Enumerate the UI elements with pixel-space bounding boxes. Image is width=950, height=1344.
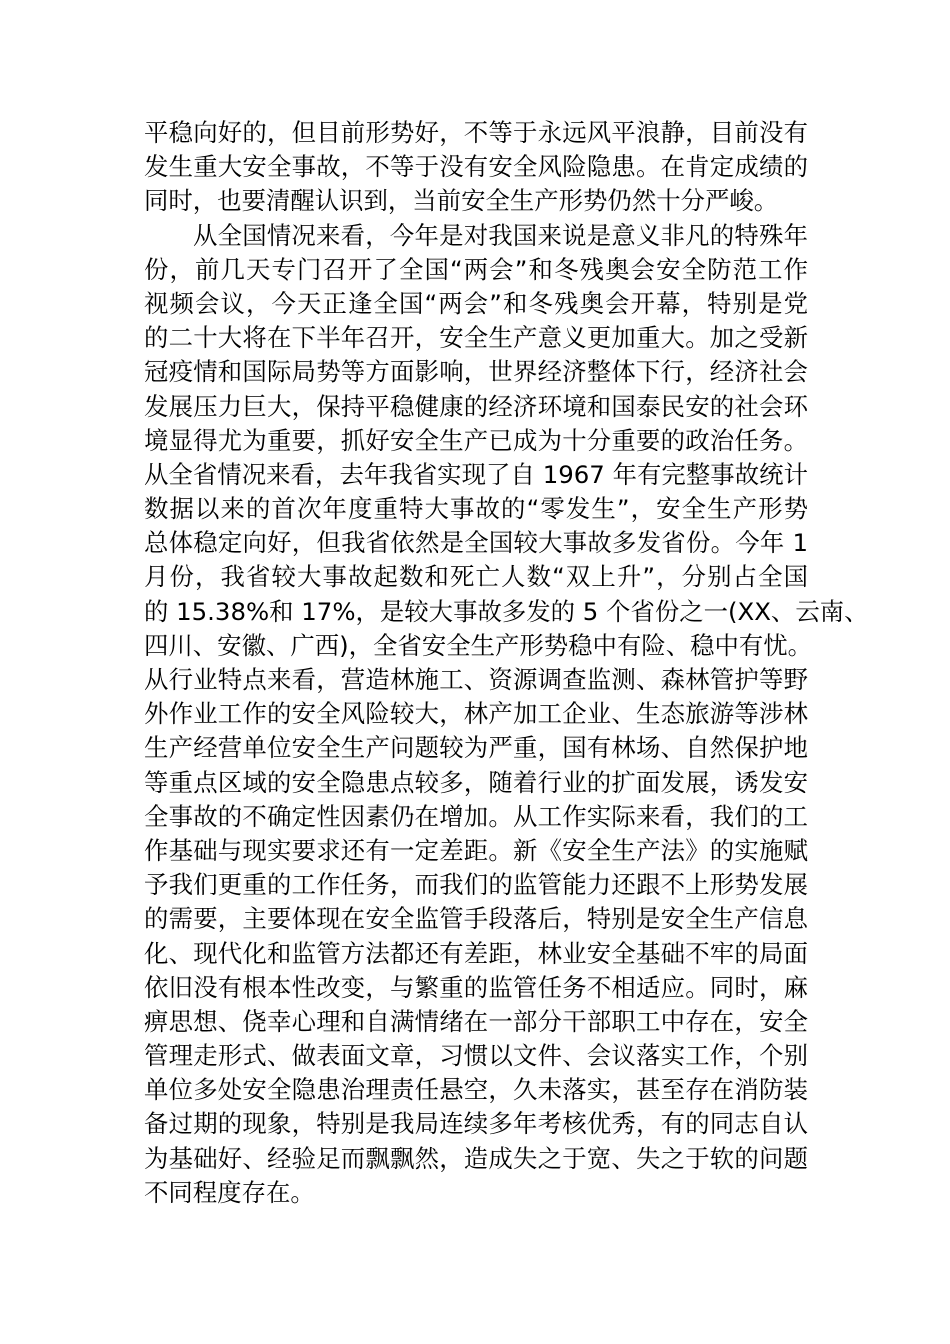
- text-line: 总体稳定向好，但我省依然是全国较大事故多发省份。今年 1: [144, 528, 808, 558]
- text-line: 依旧没有根本性改变，与繁重的监管任务不相适应。同时，麻: [144, 972, 808, 1002]
- text-line: 为基础好、经验足而飘飘然，造成失之于宽、失之于软的问题: [144, 1143, 808, 1173]
- text-line: 单位多处安全隐患治理责任悬空，久未落实，甚至存在消防装: [144, 1075, 808, 1105]
- text-line: 予我们更重的工作任务，而我们的监管能力还跟不上形势发展: [144, 870, 808, 900]
- text-line: 平稳向好的，但目前形势好，不等于永远风平浪静，目前没有: [144, 118, 808, 147]
- text-line: 化、现代化和监管方法都还有差距，林业安全基础不牢的局面: [144, 938, 808, 968]
- text-line: 痹思想、侥幸心理和自满情绪在一部分干部职工中存在，安全: [144, 1006, 808, 1036]
- text-line: 数据以来的首次年度重特大事故的“零发生”，安全生产形势: [144, 494, 808, 524]
- text-line: 同时，也要清醒认识到，当前安全生产形势仍然十分严峻。: [144, 186, 779, 216]
- text-line: 月份，我省较大事故起数和死亡人数“双上升”，分别占全国: [144, 562, 808, 592]
- text-line: 备过期的现象，特别是我局连续多年考核优秀，有的同志自认: [144, 1109, 808, 1139]
- text-line: 外作业工作的安全风险较大，林产加工企业、生态旅游等涉林: [144, 699, 808, 729]
- text-line: 管理走形式、做表面文章，习惯以文件、会议落实工作，个别: [144, 1041, 808, 1071]
- text-line: 从行业特点来看，营造林施工、资源调查监测、森林管护等野: [144, 665, 808, 694]
- text-line: 作基础与现实要求还有一定差距。新《安全生产法》的实施赋: [144, 835, 808, 865]
- text-line: 视频会议，今天正逢全国“两会”和冬残奥会开幕，特别是党: [144, 288, 808, 318]
- text-line: 境显得尤为重要，抓好安全生产已成为十分重要的政治任务。: [144, 425, 808, 455]
- text-line: 的二十大将在下半年召开，安全生产意义更加重大。加之受新: [144, 323, 808, 353]
- text-line: 四川、安徽、广西)，全省安全生产形势稳中有险、稳中有忧。: [144, 630, 813, 660]
- text-line: 生产经营单位安全生产问题较为严重，国有林场、自然保护地: [144, 733, 808, 763]
- text-line: 的 15.38%和 17%，是较大事故多发的 5 个省份之一(XX、云南、: [144, 596, 869, 626]
- text-line: 发生重大安全事故，不等于没有安全风险隐患。在肯定成绩的: [144, 152, 808, 182]
- text-line: 份，前几天专门召开了全国“两会”和冬残奥会安全防范工作: [144, 254, 808, 284]
- text-line: 从全国情况来看，今年是对我国来说是意义非凡的特殊年: [193, 220, 808, 250]
- text-line: 冠疫情和国际局势等方面影响，世界经济整体下行，经济社会: [144, 357, 808, 387]
- text-line: 发展压力巨大，保持平稳健康的经济环境和国泰民安的社会环: [144, 391, 808, 421]
- text-line: 全事故的不确定性因素仍在增加。从工作实际来看，我们的工: [144, 801, 808, 831]
- text-line: 不同程度存在。: [144, 1177, 315, 1207]
- text-line: 的需要，主要体现在安全监管手段落后，特别是安全生产信息: [144, 904, 808, 934]
- body-text: [144, 116, 869, 1210]
- text-line: 从全省情况来看，去年我省实现了自 1967 年有完整事故统计: [144, 459, 808, 489]
- text-line: 等重点区域的安全隐患点较多，随着行业的扩面发展，诱发安: [144, 767, 808, 797]
